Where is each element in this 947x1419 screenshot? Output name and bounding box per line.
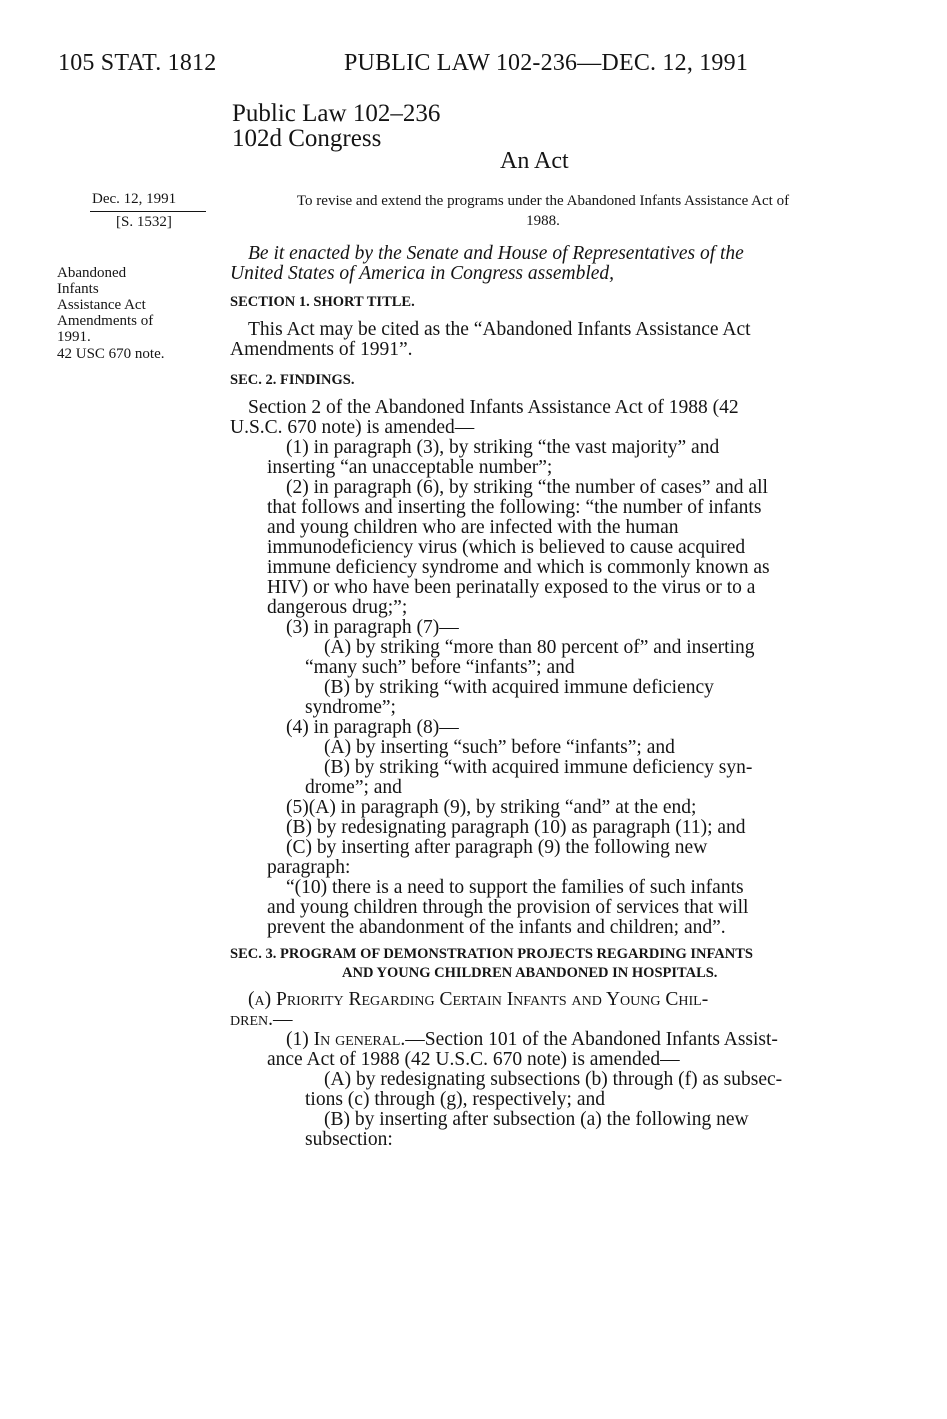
sec2-line: (B) by redesignating paragraph (10) as paragraph (11); and [286, 817, 746, 838]
sec2-line: HIV) or who have been perinatally exposed to the virus or to a [267, 577, 756, 598]
sec2-line: (B) by striking “with acquired immune deficiency syn- [324, 757, 753, 778]
law-number: Public Law 102–236 [232, 100, 441, 127]
para-1-text: —Section 101 of the Abandoned Infants Assist- [405, 1029, 778, 1050]
sec2-line: that follows and inserting the following: “the number of infants [267, 497, 762, 518]
sec2-line: drome”; and [305, 777, 402, 798]
sec2-line: and young children through the provision of services that will [267, 897, 749, 918]
para-1-line-2: ance Act of 1988 (42 U.S.C. 670 note) is amended— [267, 1049, 680, 1070]
sec1-line-2: Amendments of 1991”. [230, 339, 413, 360]
enacting-line-1: Be it enacted by the Senate and House of Representatives of the [248, 243, 744, 264]
sec2-line: inserting “an unacceptable number”; [267, 457, 553, 478]
page-header-law: PUBLIC LAW 102-236—DEC. 12, 1991 [344, 50, 749, 76]
act-title: An Act [500, 148, 569, 174]
sec2-line: syndrome”; [305, 697, 396, 718]
sec1-line-1: This Act may be cited as the “Abandoned Infants Assistance Act [248, 319, 751, 340]
sec2-line: immunodeficiency virus (which is believed to cause acquired [267, 537, 746, 558]
sec2-line: and young children who are infected with the human [267, 517, 679, 538]
sec2-line: (2) in paragraph (6), by striking “the number of cases” and all [286, 477, 768, 498]
sec2-line: Section 2 of the Abandoned Infants Assistance Act of 1988 (42 [248, 397, 739, 418]
sec2-line: (1) in paragraph (3), by striking “the vast majority” and [286, 437, 720, 458]
sec2-line: (A) by striking “more than 80 percent of” and inserting [324, 637, 755, 658]
margin-short-title-4: Amendments of [57, 313, 154, 329]
sec2-line: “(10) there is a need to support the families of such infants [286, 877, 744, 898]
margin-bill: [S. 1532] [116, 214, 172, 230]
enacting-line-2: United States of America in Congress assembled, [230, 263, 615, 284]
margin-usc-note: 42 USC 670 note. [57, 346, 165, 362]
sec2-line: U.S.C. 670 note) is amended— [230, 417, 475, 438]
subsec-a-line-2: dren.— [230, 1009, 293, 1030]
margin-short-title-5: 1991. [57, 329, 91, 345]
margin-date: Dec. 12, 1991 [92, 191, 177, 207]
margin-divider [90, 211, 206, 212]
purpose-line-1: To revise and extend the programs under the Abandoned Infants Assistance Act of [296, 193, 790, 209]
para-1-heading: (1) In general. [286, 1029, 406, 1050]
sec2-line: (A) by inserting “such” before “infants”; and [324, 737, 675, 758]
sec2-line: prevent the abandonment of the infants and children; and”. [267, 917, 726, 938]
page-header-stat: 105 STAT. 1812 [58, 50, 217, 76]
act-purpose [233, 191, 853, 231]
subsec-a-line-1: (a) Priority Regarding Certain Infants and Young Chil- [248, 989, 709, 1010]
sec2-line: paragraph: [267, 857, 351, 878]
congress: 102d Congress [232, 125, 382, 152]
para-1-line-1 [286, 1030, 778, 1050]
margin-short-title-3: Assistance Act [57, 297, 146, 313]
sec3-heading-line-2: AND YOUNG CHILDREN ABANDONED IN HOSPITALS. [342, 965, 718, 981]
sec2-line: (4) in paragraph (8)— [286, 717, 459, 738]
para-A-line-2: tions (c) through (g), respectively; and [305, 1089, 605, 1110]
margin-short-title-1: Abandoned [57, 265, 127, 281]
para-A-line-1: (A) by redesignating subsections (b) through (f) as subsec- [324, 1069, 783, 1090]
sec2-line: immune deficiency syndrome and which is commonly known as [267, 557, 770, 578]
sec1-heading: SECTION 1. SHORT TITLE. [230, 294, 415, 310]
sec2-line: dangerous drug;”; [267, 597, 408, 618]
sec2-heading: SEC. 2. FINDINGS. [230, 372, 355, 388]
para-B-line-1: (B) by inserting after subsection (a) the following new [324, 1109, 749, 1130]
sec3-heading-line-1: SEC. 3. PROGRAM OF DEMONSTRATION PROJECTS REGARDING INFANTS [230, 946, 753, 962]
sec2-line: “many such” before “infants”; and [305, 657, 575, 678]
sec2-line: (3) in paragraph (7)— [286, 617, 459, 638]
sec2-line: (C) by inserting after paragraph (9) the following new [286, 837, 708, 858]
purpose-line-2: 1988. [526, 213, 560, 229]
margin-short-title-2: Infants [57, 281, 99, 297]
sec2-line: (B) by striking “with acquired immune deficiency [324, 677, 714, 698]
sec2-line: (5)(A) in paragraph (9), by striking “and” at the end; [286, 797, 697, 818]
para-B-line-2: subsection: [305, 1129, 393, 1150]
